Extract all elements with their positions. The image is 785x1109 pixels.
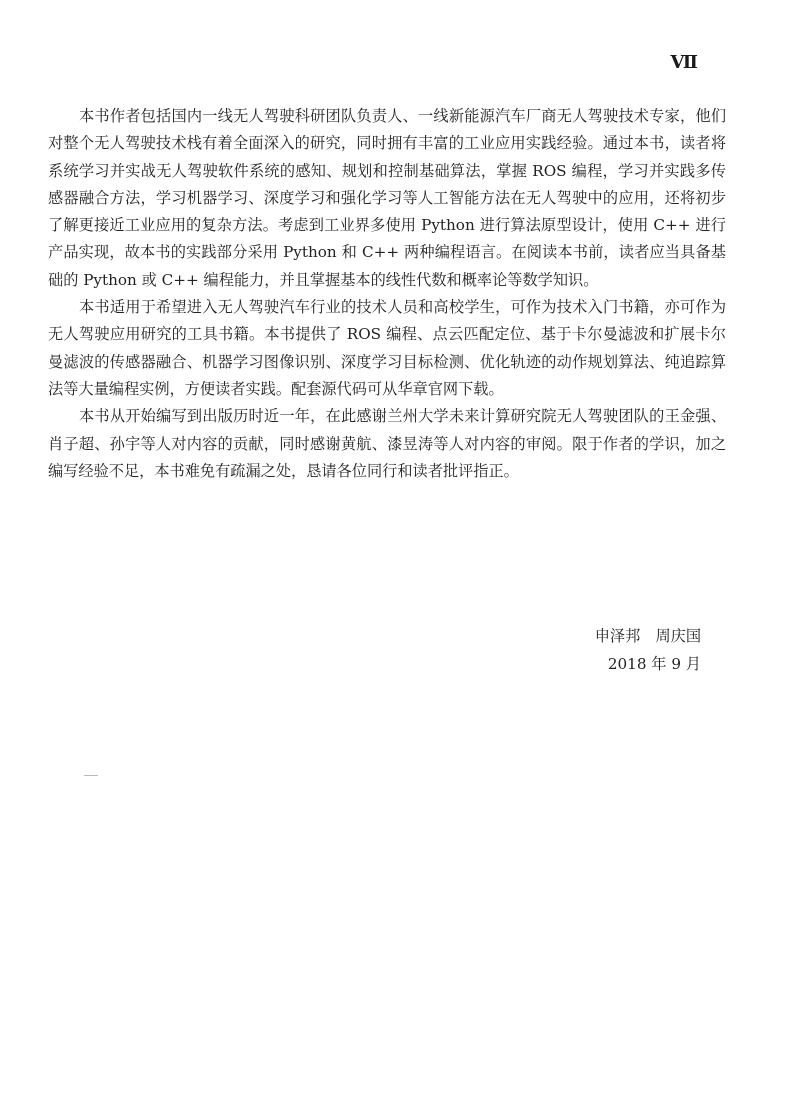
scan-mark: [84, 775, 98, 776]
signature-date: 2018 年 9 月: [607, 655, 701, 673]
author-names: 申泽邦 周庆国: [594, 627, 701, 645]
signature-block: [595, 622, 701, 678]
paragraph-acknowledgements: 本书从开始编写到出版历时近一年，在此感谢兰州大学未来计算研究院无人驾驶团队的王金强、肖子超、孙宇等人对内容的贡献，同时感谢黄航、漆昱涛等人对内容的审阅。限于作者的学识，加之编写经验不足，本书难免有疏漏之处，恳请各位同行和读者批评指正。: [48, 407, 726, 480]
paragraph-audience: 本书适用于希望进入无人驾驶汽车行业的技术人员和高校学生，可作为技术入门书籍，亦可作为无人驾驶应用研究的工具书籍。本书提供了 ROS 编程、点云匹配定位、基于卡尔曼滤波和扩展卡尔曼滤波的传感器融合、机器学习图像识别、深度学习目标检测、优化轨迹的动作规划算法、纯追踪算法等大量编程实例，方便读者实践。配套源代码可从华章官网下载。: [48, 298, 726, 398]
page-number: Ⅶ: [670, 52, 697, 72]
paragraph-authors-intro: 本书作者包括国内一线无人驾驶科研团队负责人、一线新能源汽车厂商无人驾驶技术专家，他们对整个无人驾驶技术栈有着全面深入的研究，同时拥有丰富的工业应用实践经验。通过本书，读者将系统学习并实战无人驾驶软件系统的感知、规划和控制基础算法，掌握 ROS 编程，学习并实践多传感器融合方法，学习机器学习、深度学习和强化学习等人工智能方法在无人驾驶中的应用，还将初步了解更接近工业应用的复杂方法。考虑到工业界多使用 Python 进行算法原型设计，使用 C++ 进行产品实现，故本书的实践部分采用 Python 和 C++ 两种编程语言。在阅读本书前，读者应当具备基础的 Python 或 C++ 编程能力，并且掌握基本的线性代数和概率论等数学知识。: [48, 107, 726, 289]
preface-body: [48, 103, 726, 485]
